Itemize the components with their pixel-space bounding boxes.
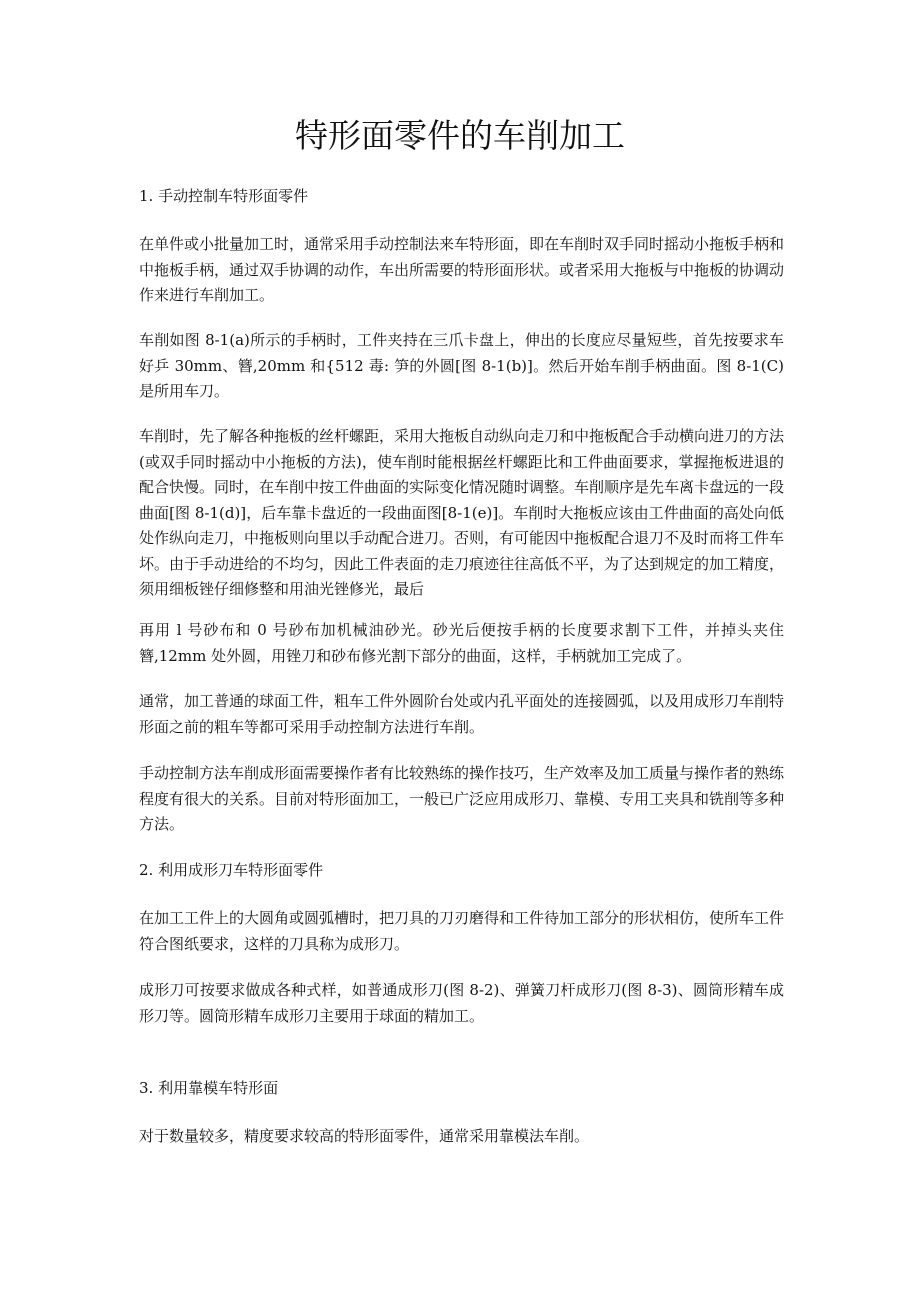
paragraph: 在单件或小批量加工时，通常采用手动控制法来车特形面，即在车削时双手同时摇动小拖板手柄和中拖板手柄，通过双手协调的动作，车出所需要的特形面形状。或者采用大拖板与中拖板的协调动作来进行车削加工。 [139,235,785,304]
paragraph: 再用 l 号砂布和 0 号砂布加机械油砂光。砂光后便按手柄的长度要求割下工件，并掉头夹住簪,12mm 处外圆，用锉刀和砂布修光割下部分的曲面，这样，手柄就加工完成了。 [139,621,784,665]
paragraph: 在加工工件上的大圆角或圆弧槽时，把刀具的刀刃磨得和工件待加工部分的形状相仿，使所车工件符合图纸要求，这样的刀具称为成形刀。 [139,909,785,953]
section-2-heading: 2. 利用成形刀车特形面零件 [139,861,324,879]
paragraph: 手动控制方法车削成形面需要操作者有比较熟练的操作技巧，生产效率及加工质量与操作者的熟练程度有很大的关系。目前对特形面加工，一般已广泛应用成形刀、靠模、专用工夹具和铣削等多种方法。 [139,764,785,833]
section-1-heading: 1. 手动控制车特形面零件 [139,187,309,205]
section-3-heading: 3. 利用靠模车特形面 [139,1079,279,1097]
document-title: 特形面零件的车削加工 [295,116,625,155]
paragraph: 车削如图 8-1(a)所示的手柄时，工件夹持在三爪卡盘上，伸出的长度应尽量短些，首先按要求车好乒 30mm、簪,20mm 和{512 毒: 笋的外圆[图 8-1(b)]。然后开始车削手柄曲面。图 8-1(C)是所用车刀。 [139,331,784,400]
paragraph: 车削时，先了解各种拖板的丝杆螺距，采用大拖板自动纵向走刀和中拖板配合手动横向进刀的方法(或双手同时摇动中小拖板的方法)，使车削时能根据丝杆螺距比和工件曲面要求，掌握拖板进退的配合快慢。同时，在车削中按工件曲面的实际变化情况随时调整。车削顺序是先车离卡盘远的一段曲面[图 8-1(d)]，后车靠卡盘近的一段曲面图[8-1(e)]。车削时大拖板应该由工件曲面的高处向低处作纵向走刀，中拖板则向里以手动配合进刀。否则，有可能因中拖板配合退刀不及时而将工件车坏。由于手动进给的不均匀，因此工件表面的走刀痕迹往往高低不平，为了达到规定的加工精度，须用细板锉仔细修整和用油光锉修光，最后 [139,427,785,598]
paragraph: 成形刀可按要求做成各种式样，如普通成形刀(图 8-2)、弹簧刀杆成形刀(图 8-3)、圆筒形精车成形刀等。圆筒形精车成形刀主要用于球面的精加工。 [139,981,784,1025]
paragraph: 对于数量较多，精度要求较高的特形面零件，通常采用靠模法车削。 [139,1127,590,1145]
paragraph: 通常，加工普通的球面工件，粗车工件外圆阶台处或内孔平面处的连接圆弧，以及用成形刀车削特形面之前的粗车等都可采用手动控制方法进行车削。 [139,692,785,736]
